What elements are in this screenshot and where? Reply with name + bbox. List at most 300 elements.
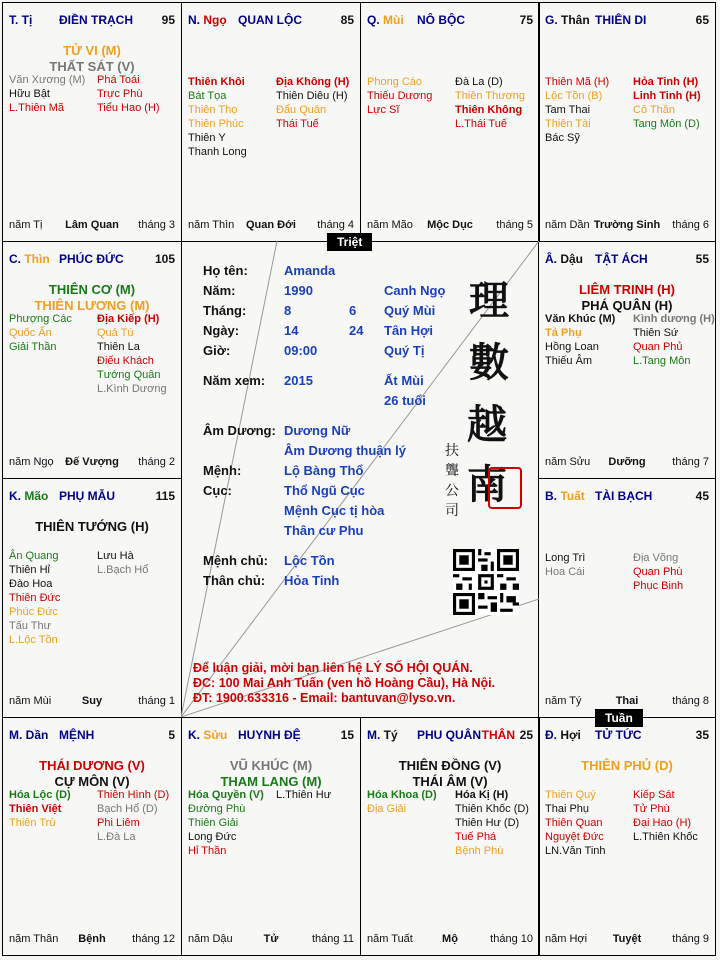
- label-thang: Tháng:: [203, 303, 247, 318]
- minor-star: L.Thiên Hư: [276, 789, 332, 801]
- minor-star: Văn Khúc (M): [545, 313, 616, 325]
- minor-star: Thiên Mã (H): [545, 76, 610, 88]
- minor-star: Hồng Loan: [545, 341, 599, 353]
- seal-side-char: 司: [445, 503, 459, 519]
- palace-dau: [538, 241, 716, 479]
- value-thang-al: 6: [349, 303, 357, 318]
- minor-star: Long Đức: [188, 831, 237, 843]
- palace-position: [9, 13, 32, 27]
- footer-month: tháng 9: [672, 933, 709, 945]
- palace-stem: K.: [188, 728, 204, 742]
- minor-star: Bát Tọa: [188, 90, 227, 102]
- left-stars: [545, 551, 585, 579]
- palace-stem: M.: [367, 728, 384, 742]
- main-star: VŨ KHÚC (M): [229, 758, 313, 773]
- contact-line-2: ĐC: 100 Mai Anh Tuấn (ven hồ Hoàng Cầu), Hà Nội.: [193, 676, 496, 690]
- minor-star: Kình dương (H): [633, 313, 715, 325]
- minor-star: L.Thiên Mã: [9, 102, 65, 114]
- right-stars: [276, 788, 331, 802]
- palace-stem: N.: [188, 13, 204, 27]
- palace-name: PHU QUÂN: [417, 728, 482, 742]
- palace-branch: Ngọ: [203, 13, 227, 27]
- palace-number: 75: [519, 13, 533, 27]
- left-stars: [9, 73, 85, 115]
- label-cuc: Cục:: [203, 483, 232, 498]
- value-ngay: 14: [284, 323, 299, 338]
- main-star: THÁI DƯƠNG (V): [39, 758, 145, 773]
- minor-star: Thiên Thương: [455, 90, 526, 102]
- tuan-tag: Tuần: [595, 709, 643, 727]
- footer-phase: Thai: [615, 695, 639, 707]
- palace-position: [9, 489, 48, 503]
- seal-side-text: [445, 441, 461, 521]
- left-stars: [545, 788, 606, 858]
- palace-branch: Hợi: [560, 728, 581, 742]
- footer-year: năm Dậu: [188, 933, 233, 945]
- minor-star: Thiên Khốc (D): [455, 803, 529, 815]
- right-stars: [97, 788, 169, 844]
- palace-stem: B.: [545, 489, 561, 503]
- label-nam-xem: Năm xem:: [203, 373, 266, 388]
- center-panel: [181, 241, 539, 717]
- palace-header: [9, 13, 175, 29]
- footer-year: năm Hợi: [545, 933, 588, 945]
- palace-number: 5: [168, 728, 175, 742]
- palace-branch: Sửu: [203, 728, 228, 742]
- minor-star: Hỏa Tinh (H): [633, 76, 699, 88]
- seal-side-char: 扶: [445, 443, 459, 459]
- palace-stem: T.: [9, 13, 22, 27]
- palace-position: [9, 728, 48, 742]
- palace-branch: Dậu: [560, 252, 584, 266]
- minor-star: Lực Sĩ: [367, 104, 400, 116]
- palace-number: 105: [154, 252, 175, 266]
- minor-star: Đại Hao (H): [633, 817, 692, 829]
- minor-star: Thiên Sứ: [633, 327, 679, 339]
- minor-star: Hoa Cái: [545, 566, 585, 578]
- right-stars: [276, 75, 349, 131]
- qr-code-icon: [453, 549, 519, 615]
- palace-stem: Đ.: [545, 728, 561, 742]
- calligraphy-char-4: 南: [467, 461, 507, 508]
- minor-star: Linh Tinh (H): [633, 90, 701, 102]
- than-marker: THÂN: [481, 728, 515, 742]
- palace-thin: [2, 241, 182, 479]
- palace-suu: [181, 717, 361, 956]
- palace-ngo: [181, 2, 361, 242]
- minor-star: Bệnh Phù: [455, 845, 504, 857]
- minor-star: Thiên Giải: [188, 817, 239, 829]
- value-nam-xem: 2015: [284, 373, 313, 388]
- seal-side-char: 聾: [445, 463, 459, 479]
- minor-star: Cô Thần: [633, 104, 675, 116]
- seal-side-char: 公: [445, 483, 459, 499]
- palace-footer: [9, 695, 175, 709]
- palace-header: [545, 252, 709, 268]
- red-seal-icon: [488, 467, 522, 509]
- minor-star: Hóa Khoa (D): [367, 789, 437, 801]
- minor-star: Tử Phù: [633, 803, 670, 815]
- footer-phase: Suy: [81, 695, 103, 707]
- palace-stem: C.: [9, 252, 25, 266]
- value-than-chu: Hỏa Tinh: [284, 573, 340, 588]
- minor-star: Quốc Ấn: [9, 327, 52, 339]
- value-menh: Lộ Bàng Thổ: [284, 463, 364, 478]
- footer-phase: Đế Vượng: [65, 456, 119, 468]
- minor-star: Điếu Khách: [97, 355, 154, 367]
- left-stars: [9, 549, 60, 647]
- palace-number: 35: [695, 728, 709, 742]
- palace-number: 95: [161, 13, 175, 27]
- minor-star: Thiên Đức: [9, 592, 61, 604]
- palace-header: [9, 728, 175, 744]
- minor-star: Phong Cáo: [367, 76, 423, 88]
- footer-year: năm Ngọ: [9, 456, 54, 468]
- palace-number: 25: [519, 728, 533, 742]
- main-star: CỰ MÔN (V): [54, 774, 130, 789]
- minor-star: Tả Phụ: [545, 327, 582, 339]
- footer-year: năm Mão: [367, 219, 413, 231]
- value-am-duong-2: Âm Dương thuận lý: [284, 443, 406, 458]
- right-stars: [633, 551, 683, 593]
- minor-star: Thiên Y: [188, 132, 226, 144]
- palace-position: [9, 252, 50, 266]
- value-cuc-2: Mệnh Cục tị hòa: [284, 503, 385, 518]
- palace-name: HUYNH ĐỆ: [238, 728, 301, 742]
- minor-star: Tang Môn (D): [633, 118, 700, 130]
- minor-star: Tướng Quân: [97, 369, 161, 381]
- palace-dan: [2, 717, 182, 956]
- palace-footer: [545, 219, 709, 233]
- footer-phase: Dưỡng: [608, 456, 646, 468]
- minor-star: L.Thiên Khốc: [633, 831, 698, 843]
- footer-month: tháng 3: [138, 219, 175, 231]
- label-am-duong: Âm Dương:: [203, 423, 276, 438]
- minor-star: Thiên Diêu (H): [276, 90, 348, 102]
- label-gio: Giờ:: [203, 343, 231, 358]
- value-ngay-al: 24: [349, 323, 364, 338]
- palace-than: [538, 2, 716, 242]
- minor-star: Phúc Đức: [9, 606, 58, 618]
- palace-footer: [367, 933, 533, 947]
- footer-year: năm Dần: [545, 219, 590, 231]
- palace-header: [188, 728, 354, 744]
- minor-star: L.Đà La: [97, 831, 136, 843]
- left-stars: [9, 788, 71, 830]
- minor-star: L.Lộc Tồn: [9, 634, 58, 646]
- footer-year: năm Mùi: [9, 695, 52, 707]
- minor-star: Thiên Tài: [545, 118, 591, 130]
- palace-mao: [2, 478, 182, 718]
- value-cuc-3: Thân cư Phu: [284, 523, 364, 538]
- value-gio-can: Quý Tị: [384, 343, 425, 358]
- palace-footer: [9, 456, 175, 470]
- label-menh: Mệnh:: [203, 463, 242, 478]
- minor-star: Ân Quang: [9, 550, 59, 562]
- right-stars: [633, 312, 715, 368]
- value-ho-ten: Amanda: [284, 263, 336, 278]
- minor-star: Thai Phụ: [545, 803, 590, 815]
- minor-star: Quả Tú: [97, 327, 134, 339]
- calligraphy-char-2: 數: [469, 339, 509, 386]
- minor-star: Thiên Hình (D): [97, 789, 170, 801]
- left-stars: [188, 75, 247, 159]
- minor-star: Văn Xương (M): [9, 74, 86, 86]
- footer-month: tháng 7: [672, 456, 709, 468]
- main-star: THIÊN CƠ (M): [48, 282, 136, 297]
- minor-star: Bác Sỹ: [545, 132, 580, 144]
- palace-footer: [545, 456, 709, 470]
- palace-ti: [2, 2, 182, 242]
- value-gio: 09:00: [284, 343, 318, 358]
- minor-star: Hỉ Thần: [188, 845, 227, 857]
- minor-star: Thiếu Dương: [367, 90, 433, 102]
- palace-header: [545, 728, 709, 744]
- minor-star: L.Tang Môn: [633, 355, 691, 367]
- footer-phase: Lâm Quan: [65, 219, 119, 231]
- minor-star: Tuế Phá: [455, 831, 497, 843]
- minor-star: Thiên Không: [455, 104, 523, 116]
- palace-position: [545, 728, 581, 742]
- minor-star: Đà La (D): [455, 76, 503, 88]
- palace-header: [9, 489, 175, 505]
- minor-star: Địa Không (H): [276, 76, 350, 88]
- palace-header: [188, 13, 354, 29]
- palace-branch: Thìn: [24, 252, 50, 266]
- palace-position: [545, 13, 590, 27]
- footer-month: tháng 2: [138, 456, 175, 468]
- main-star: LIÊM TRINH (H): [578, 282, 676, 297]
- palace-name: PHÚC ĐỨC: [59, 252, 124, 266]
- footer-month: tháng 1: [138, 695, 175, 707]
- palace-stem: Â.: [545, 252, 561, 266]
- palace-header: [9, 252, 175, 268]
- minor-star: Địa Giải: [367, 803, 407, 815]
- minor-star: Thiên Hỉ: [9, 564, 50, 576]
- palace-number: 15: [340, 728, 354, 742]
- palace-number: 45: [695, 489, 709, 503]
- left-stars: [9, 312, 72, 354]
- triet-tag: Triệt: [327, 233, 372, 251]
- main-star: THIÊN LƯƠNG (M): [34, 298, 150, 313]
- palace-tuat: [538, 478, 716, 718]
- left-stars: [367, 75, 432, 117]
- palace-branch: Tý: [383, 728, 398, 742]
- palace-stem: M.: [9, 728, 26, 742]
- value-nam: 1990: [284, 283, 313, 298]
- value-am-duong-1: Dương Nữ: [284, 423, 351, 438]
- palace-position: [367, 13, 404, 27]
- palace-position: [188, 728, 227, 742]
- minor-star: Phượng Các: [9, 313, 72, 325]
- palace-stem: G.: [545, 13, 562, 27]
- palace-number: 115: [155, 489, 175, 503]
- minor-star: Thiếu Âm: [545, 355, 593, 367]
- footer-month: tháng 12: [132, 933, 175, 945]
- right-stars: [633, 788, 698, 844]
- palace-position: [367, 728, 398, 742]
- palace-footer: [9, 933, 175, 947]
- palace-header: [545, 13, 709, 29]
- palace-ty: [360, 717, 540, 956]
- label-menh-chu: Mệnh chủ:: [203, 553, 268, 568]
- label-ngay: Ngày:: [203, 323, 240, 338]
- main-star: THÁI ÂM (V): [412, 774, 488, 789]
- palace-header: [367, 13, 533, 29]
- minor-star: Thanh Long: [188, 146, 247, 158]
- minor-star: Lộc Tồn (B): [545, 90, 603, 102]
- footer-month: tháng 5: [496, 219, 533, 231]
- footer-year: năm Tý: [545, 695, 582, 707]
- palace-footer: [188, 933, 354, 947]
- minor-star: Thiên Quý: [545, 789, 596, 801]
- minor-star: Thiên Khôi: [188, 76, 245, 88]
- main-star: THIÊN ĐỒNG (V): [398, 758, 502, 773]
- main-star: THIÊN PHỦ (D): [581, 758, 673, 773]
- palace-name: QUAN LỘC: [238, 13, 302, 27]
- right-stars: [455, 75, 525, 131]
- palace-stem: Q.: [367, 13, 384, 27]
- value-nam-xem-can: Ất Mùi: [384, 373, 424, 388]
- right-stars: [97, 312, 167, 396]
- minor-star: Thiên Thọ: [188, 104, 238, 116]
- palace-branch: Tị: [21, 13, 33, 27]
- value-thang-can: Quý Mùi: [384, 303, 436, 318]
- minor-star: Thái Tuế: [276, 118, 319, 130]
- minor-star: Tấu Thư: [9, 620, 52, 632]
- right-stars: [633, 75, 701, 131]
- left-stars: [367, 788, 437, 816]
- footer-phase: Tử: [263, 933, 279, 945]
- right-stars: [97, 549, 148, 577]
- calligraphy-char-3: 越: [467, 401, 507, 448]
- palace-footer: [545, 695, 709, 709]
- footer-month: tháng 6: [672, 219, 709, 231]
- palace-footer: [9, 219, 175, 233]
- value-thang: 8: [284, 303, 292, 318]
- minor-star: Thiên Quan: [545, 817, 603, 829]
- footer-phase: Tuyệt: [612, 933, 642, 945]
- palace-position: [545, 252, 583, 266]
- palace-name: NÔ BỘC: [417, 13, 465, 27]
- minor-star: Bạch Hổ (D): [97, 803, 158, 815]
- main-star: THIÊN TƯỚNG (H): [35, 519, 149, 534]
- minor-star: Trực Phù: [97, 88, 143, 100]
- contact-info: [193, 661, 495, 706]
- minor-star: Tam Thai: [545, 104, 591, 116]
- minor-star: Thiên Hư (D): [455, 817, 520, 829]
- palace-number: 55: [695, 252, 709, 266]
- main-star: TỬ VI (M): [63, 43, 121, 58]
- minor-star: L.Bạch Hổ: [97, 564, 149, 576]
- footer-month: tháng 4: [317, 219, 354, 231]
- minor-star: LN.Văn Tinh: [545, 845, 606, 857]
- minor-star: Long Trì: [545, 552, 586, 564]
- left-stars: [545, 312, 615, 368]
- palace-footer: [367, 219, 533, 233]
- palace-number: 65: [695, 13, 709, 27]
- label-nam: Năm:: [203, 283, 236, 298]
- minor-star: Quan Phù: [633, 566, 683, 578]
- footer-month: tháng 8: [672, 695, 709, 707]
- minor-star: L.Thái Tuế: [455, 118, 507, 130]
- minor-star: Nguyệt Đức: [545, 831, 604, 843]
- palace-name: TÀI BẠCH: [595, 489, 653, 503]
- palace-header: [367, 728, 533, 744]
- footer-year: năm Thân: [9, 933, 59, 945]
- palace-position: [545, 489, 585, 503]
- palace-branch: Tuất: [560, 489, 585, 503]
- minor-star: Hữu Bật: [9, 88, 50, 100]
- minor-star: Phá Toái: [97, 74, 140, 86]
- minor-star: Thiên La: [97, 341, 140, 353]
- minor-star: Lưu Hà: [97, 550, 134, 562]
- palace-number: 85: [340, 13, 354, 27]
- right-stars: [97, 73, 160, 115]
- minor-star: Hóa Lộc (D): [9, 789, 71, 801]
- value-menh-chu: Lộc Tồn: [284, 553, 335, 568]
- main-star: PHÁ QUÂN (H): [581, 298, 673, 313]
- palace-footer: [188, 219, 354, 233]
- palace-branch: Dần: [25, 728, 49, 742]
- footer-phase: Trường Sinh: [593, 219, 661, 231]
- main-star: THAM LANG (M): [220, 774, 322, 789]
- contact-line-1: Để luận giải, mời bạn liên hệ LÝ SỐ HỘI QUÁN.: [193, 661, 473, 675]
- palace-branch: Thân: [561, 13, 590, 27]
- minor-star: L.Kình Dương: [97, 383, 167, 395]
- palace-name: TỬ TỨC: [595, 728, 642, 742]
- right-stars: [455, 788, 529, 858]
- palace-name: MỆNH: [59, 728, 95, 742]
- main-star: THẤT SÁT (V): [49, 59, 135, 74]
- label-ho-ten: Họ tên:: [203, 263, 248, 278]
- minor-star: Thiên Trù: [9, 817, 56, 829]
- contact-line-3: ĐT: 1900.633316 - Email: bantuvan@lyso.vn.: [193, 691, 456, 705]
- value-ngay-can: Tân Hợi: [384, 323, 433, 338]
- palace-branch: Mùi: [383, 13, 404, 27]
- value-cuc-1: Thổ Ngũ Cục: [284, 483, 365, 498]
- label-than-chu: Thân chủ:: [203, 573, 266, 588]
- footer-year: năm Tị: [9, 219, 43, 231]
- palace-position: [188, 13, 227, 27]
- minor-star: Giải Thần: [9, 341, 57, 353]
- footer-year: năm Tuất: [367, 933, 413, 945]
- footer-phase: Mộ: [442, 933, 458, 945]
- palace-branch: Mão: [24, 489, 49, 503]
- palace-name: TẬT ÁCH: [595, 252, 648, 266]
- minor-star: Đẩu Quân: [276, 104, 327, 116]
- minor-star: Đường Phù: [188, 803, 246, 815]
- footer-phase: Bệnh: [78, 933, 106, 945]
- minor-star: Hóa Kị (H): [455, 789, 509, 801]
- value-nam-can: Canh Ngọ: [384, 283, 446, 298]
- footer-year: năm Thìn: [188, 219, 235, 231]
- palace-name: ĐIỀN TRẠCH: [59, 13, 133, 27]
- minor-star: Thiên Phúc: [188, 118, 244, 130]
- palace-hoi: [538, 717, 716, 956]
- footer-month: tháng 10: [490, 933, 533, 945]
- footer-month: tháng 11: [311, 933, 354, 945]
- minor-star: Kiếp Sát: [633, 789, 675, 801]
- footer-phase: Mộc Dục: [427, 219, 473, 231]
- calligraphy-char-1: 理: [469, 277, 509, 324]
- minor-star: Đào Hoa: [9, 578, 53, 590]
- palace-name: PHỤ MẪU: [59, 489, 115, 503]
- footer-year: năm Sửu: [545, 456, 591, 468]
- left-stars: [545, 75, 609, 145]
- minor-star: Thiên Việt: [9, 803, 62, 815]
- value-tuoi: 26 tuổi: [384, 393, 426, 408]
